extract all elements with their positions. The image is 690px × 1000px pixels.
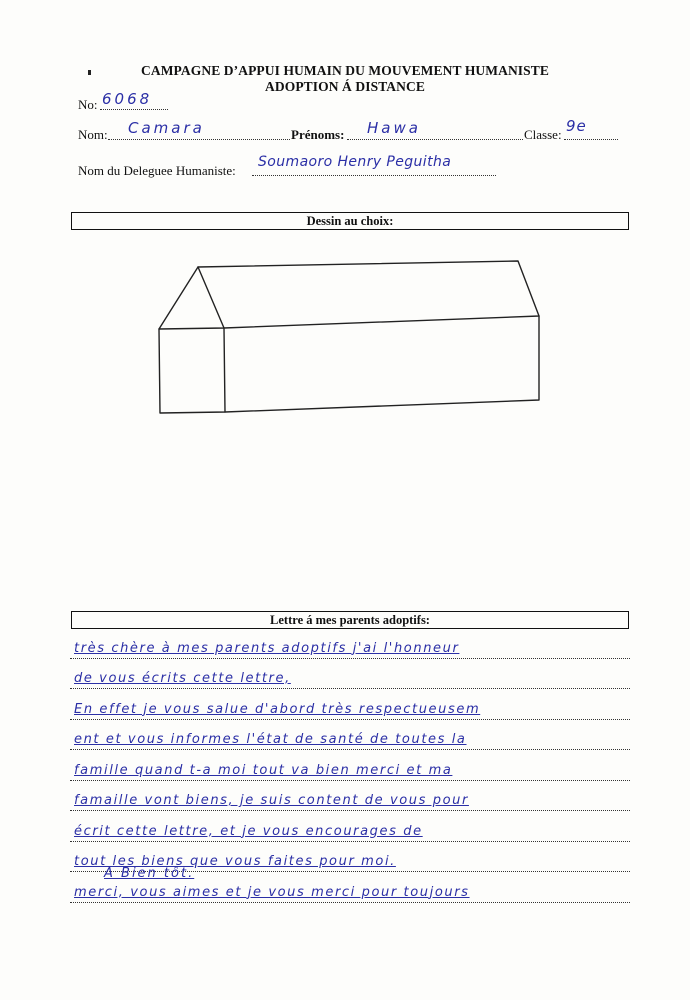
classe-label: Classe:: [524, 127, 562, 142]
nom-value: Camara: [128, 119, 205, 137]
classe-value: 9e: [566, 117, 587, 135]
letter-line-text: tout les biens que vous faites pour moi.: [74, 854, 396, 869]
drawing-section-title: Dessin au choix:: [71, 212, 629, 230]
letter-line: [70, 689, 630, 720]
prenoms-value: Hawa: [367, 119, 421, 137]
letter-line-text: famille quand t-a moi tout va bien merci et ma: [74, 762, 453, 778]
delegue-value: Soumaoro Henry Peguitha: [258, 154, 452, 170]
prenoms-label: Prénoms:: [291, 127, 345, 142]
no-value: 6068: [102, 90, 153, 108]
letter-line-text: écrit cette lettre, et je vous encourages de: [74, 823, 423, 839]
letter-line-text: très chère à mes parents adoptifs j'ai l'honneur: [74, 640, 460, 656]
nom-label: Nom:: [78, 127, 108, 142]
letter-line-text: En effet je vous salue d'abord très respectueusem: [74, 701, 481, 717]
letter-line: [70, 720, 630, 751]
letter-line-text: famaille vont biens, je suis content de vous pour: [74, 793, 469, 808]
letter-closing: A Bien tôt.: [104, 866, 195, 881]
letter-section-title: Lettre á mes parents adoptifs:: [71, 611, 629, 629]
letter-line-text: de vous écrits cette lettre,: [74, 671, 291, 686]
no-label: No:: [78, 97, 98, 112]
house-front-wall: [159, 328, 225, 413]
delegue-label: Nom du Deleguee Humaniste:: [78, 163, 236, 178]
letter-line: [70, 628, 630, 659]
letter-line: [70, 811, 630, 842]
letter-line-text: ent et vous informes l'état de santé de toutes la: [74, 732, 467, 747]
letter-line: [70, 659, 630, 690]
house-side-wall: [225, 316, 539, 412]
house-gable: [159, 267, 224, 329]
campaign-subtitle: ADOPTION Á DISTANCE: [265, 79, 425, 94]
letter-line-text: merci, vous aimes et je vous merci pour toujours: [74, 884, 470, 900]
campaign-title: CAMPAGNE D’APPUI HUMAIN DU MOUVEMENT HUMANISTE: [141, 63, 549, 78]
house-drawing: [150, 255, 550, 425]
letter-line: [70, 750, 630, 781]
house-roof: [198, 261, 539, 328]
letter-body: [70, 628, 630, 903]
letter-line: [70, 781, 630, 812]
